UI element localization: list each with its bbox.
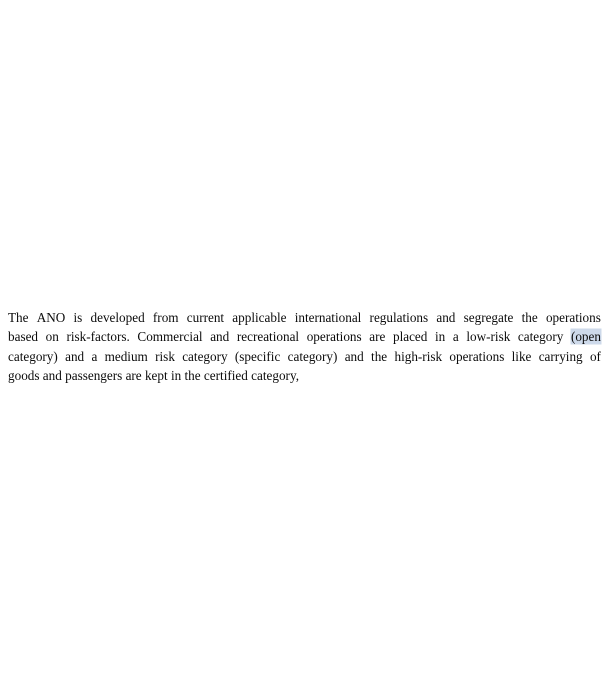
- word: from: [152, 310, 179, 325]
- word: and: [65, 348, 85, 364]
- word: segregate: [463, 310, 514, 325]
- word: medium: [104, 348, 148, 364]
- word: of: [589, 348, 601, 364]
- highlighted-word: (open: [570, 329, 601, 345]
- word: the: [521, 310, 538, 325]
- text-line-1: [8, 308, 601, 327]
- word: and: [436, 310, 456, 325]
- word: low-risk: [466, 329, 511, 345]
- body-paragraph: [8, 308, 601, 386]
- word: Commercial: [137, 329, 203, 345]
- word: high-risk: [394, 348, 443, 364]
- word: risk-factors.: [66, 329, 130, 345]
- word: category: [182, 348, 228, 364]
- word: international: [294, 310, 362, 325]
- text-line-3: [8, 347, 601, 366]
- word: category: [517, 329, 564, 345]
- word: placed: [392, 329, 428, 345]
- word: are: [369, 329, 386, 345]
- word: The: [8, 310, 29, 325]
- word: operations: [306, 329, 362, 345]
- word: risk: [155, 348, 175, 364]
- word: regulations: [369, 310, 429, 325]
- word: on: [45, 329, 59, 345]
- word: in: [435, 329, 446, 345]
- word: ANO: [36, 310, 66, 325]
- word: [571, 327, 601, 346]
- word: the: [371, 348, 388, 364]
- word: a: [452, 329, 459, 345]
- word: current: [186, 310, 225, 325]
- word: operations: [545, 310, 601, 325]
- text-line-2: [8, 327, 601, 346]
- word: (specific: [234, 348, 281, 364]
- word: applicable: [232, 310, 287, 325]
- word: based: [8, 329, 39, 345]
- word: and: [344, 348, 364, 364]
- text-line-4: goods and passengers are kept in the certified category,: [8, 368, 299, 384]
- word: is: [73, 310, 83, 325]
- word: recreational: [236, 329, 300, 345]
- word: developed: [90, 310, 145, 325]
- word: category): [8, 348, 58, 364]
- word: carrying: [538, 348, 583, 364]
- word: and: [210, 329, 230, 345]
- word: like: [511, 348, 532, 364]
- word: operations: [449, 348, 505, 364]
- word: a: [91, 348, 98, 364]
- document-body: [8, 308, 601, 386]
- word: category): [287, 348, 338, 364]
